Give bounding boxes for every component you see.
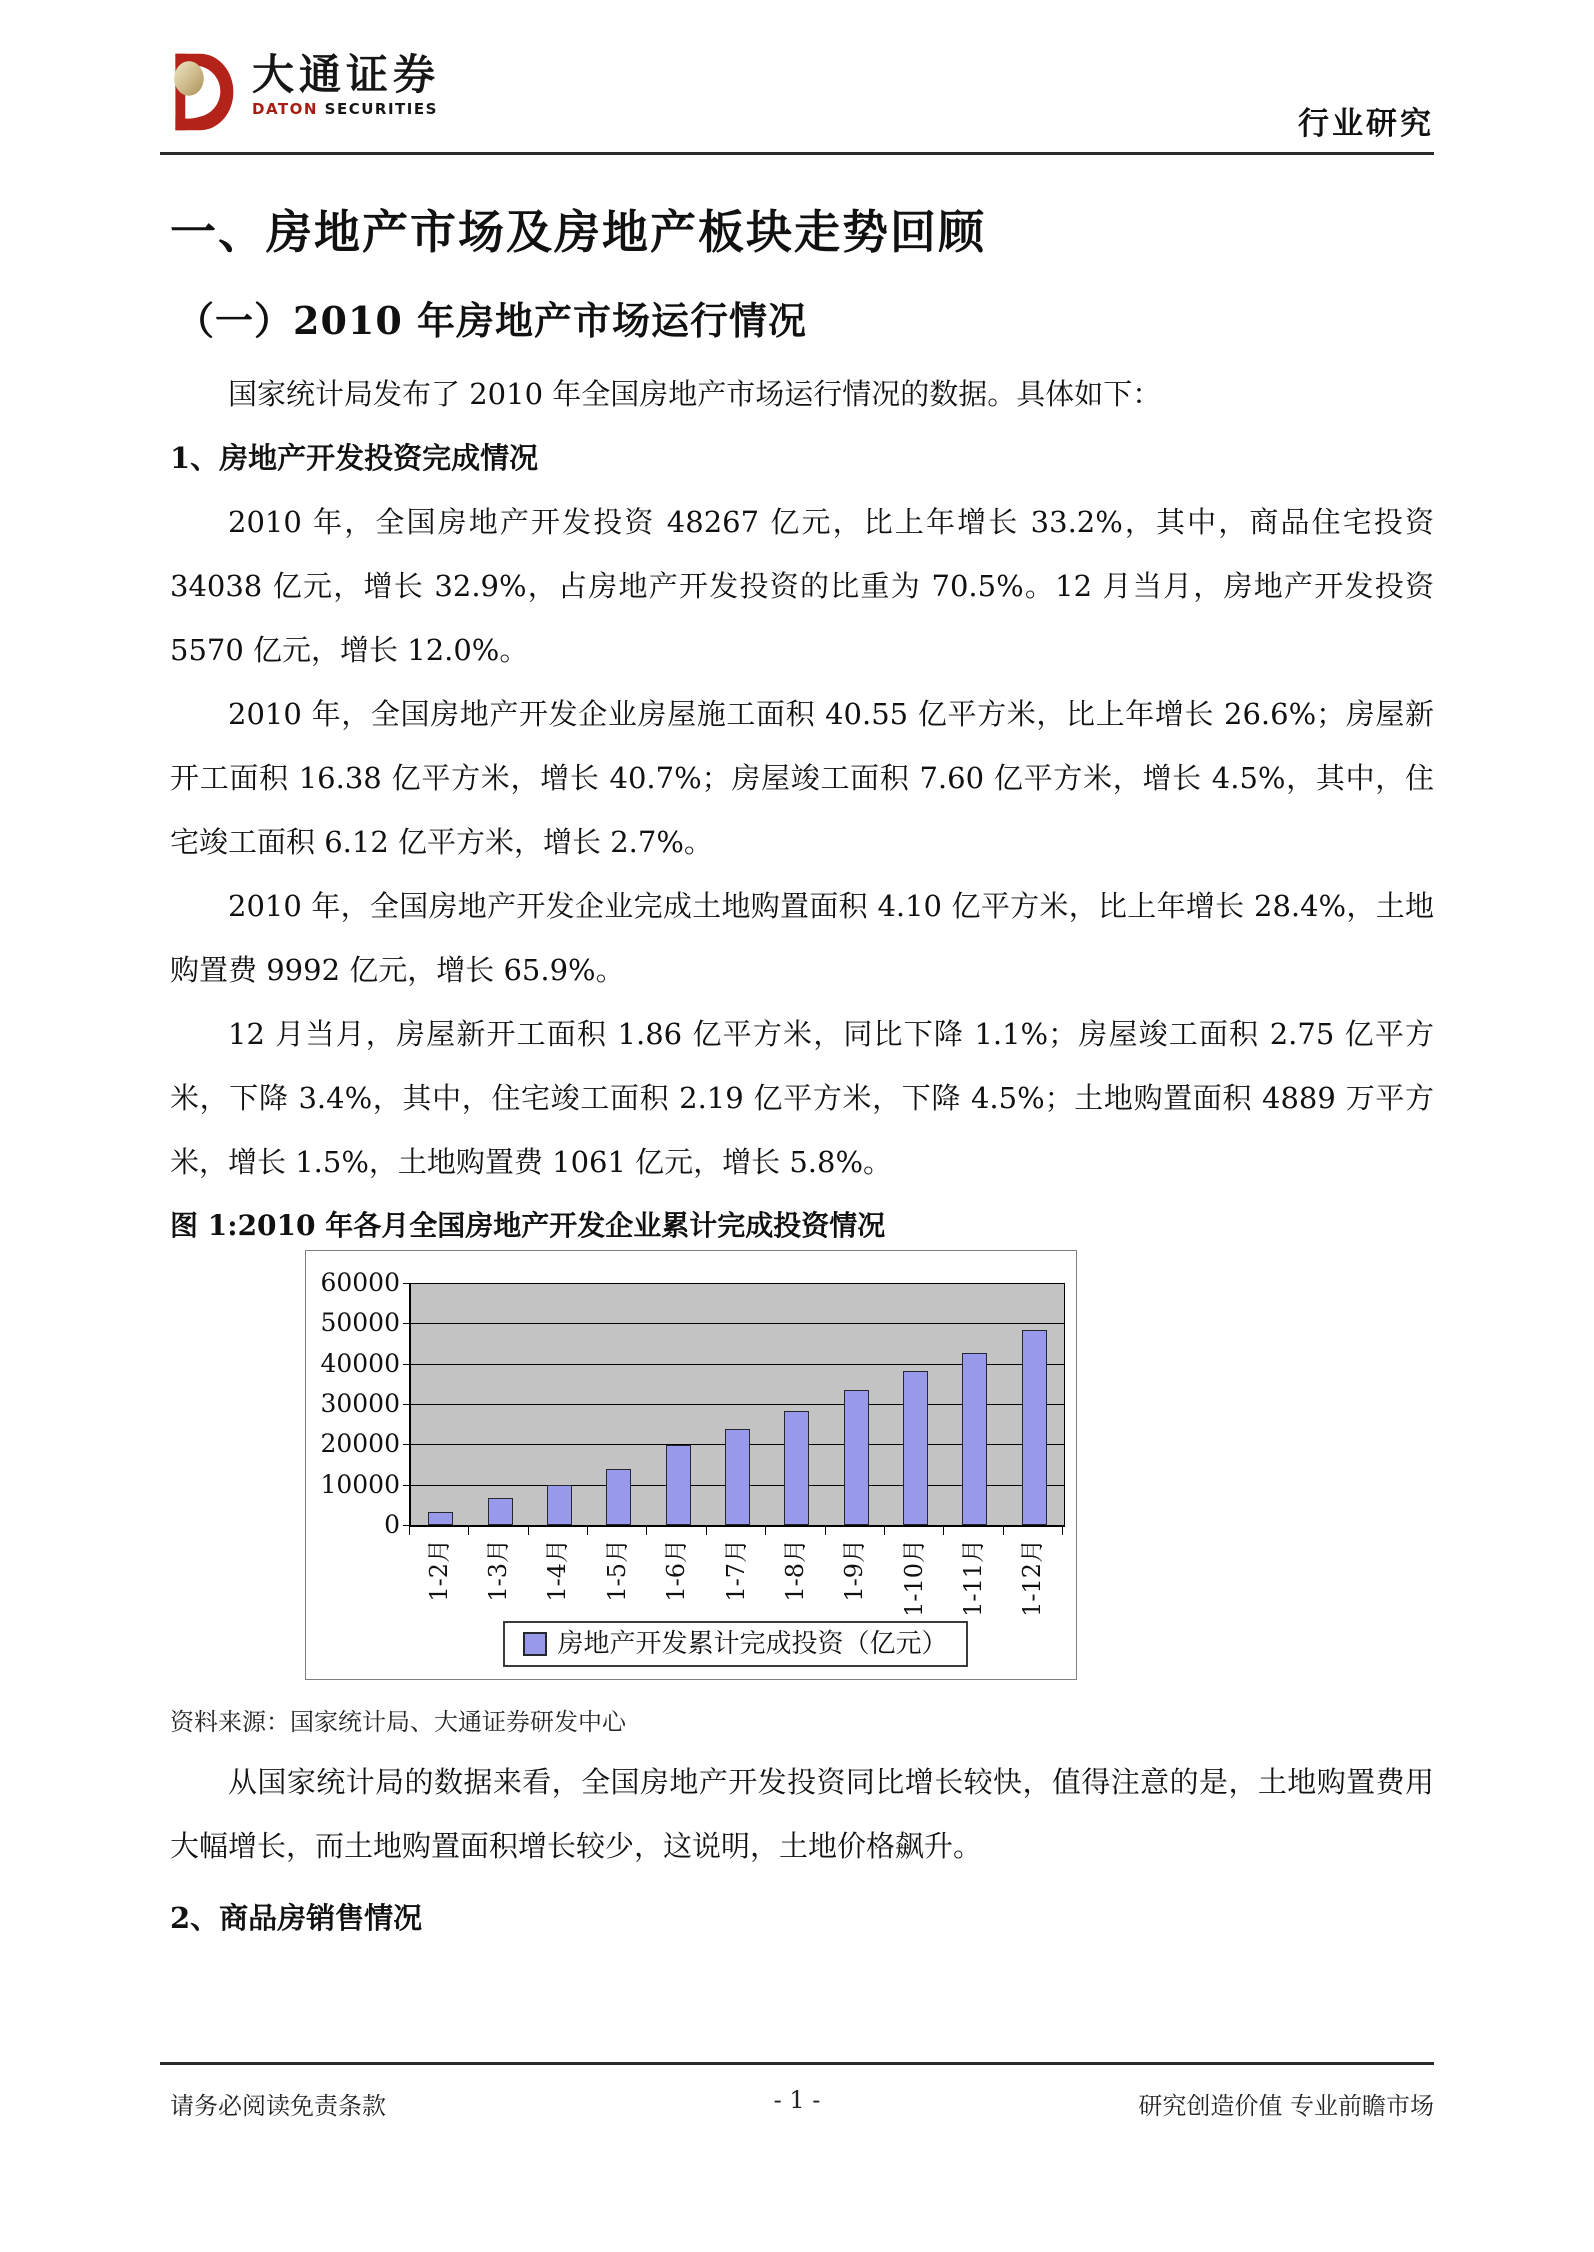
bar-1-4月 (547, 1485, 572, 1525)
y-tick-label: 0 (384, 1510, 400, 1539)
y-tick-label: 40000 (320, 1348, 400, 1378)
y-tick (403, 1283, 409, 1284)
y-tick-label: 30000 (320, 1389, 400, 1418)
intro-paragraph: 国家统计局发布了 2010 年全国房地产市场运行情况的数据。具体如下： (228, 377, 1162, 411)
gridline (411, 1283, 1064, 1284)
page-title: 一、房地产市场及房地产板块走势回顾 (170, 205, 986, 259)
legend-box (503, 1621, 967, 1667)
section-heading: （一）2010 年房地产市场运行情况 (176, 298, 807, 343)
chart-legend (409, 1621, 1062, 1667)
figure-chart (305, 1250, 1077, 1680)
footer-disclaimer: 请务必阅读免责条款 (170, 2092, 386, 2120)
bar-1-11月 (962, 1353, 987, 1525)
logo-en-securities: SECURITIES (324, 100, 438, 118)
x-tick (1062, 1527, 1063, 1535)
gridline (411, 1323, 1064, 1324)
body-text (170, 362, 1434, 1194)
doc-type-label: 行业研究 (1298, 106, 1434, 142)
bar-1-8月 (784, 1411, 809, 1525)
legend-label: 房地产开发累计完成投资（亿元） (557, 1629, 948, 1659)
x-tick (765, 1527, 766, 1535)
y-tick-label: 50000 (320, 1308, 400, 1338)
bar-1-10月 (903, 1371, 928, 1525)
chart-plot (409, 1283, 1065, 1527)
bar-1-7月 (725, 1429, 750, 1525)
bar-1-3月 (488, 1498, 513, 1525)
page-number: - 1 - (773, 2086, 821, 2114)
bar-1-12月 (1022, 1330, 1047, 1525)
y-tick-label: 60000 (320, 1268, 400, 1297)
data-source: 资料来源：国家统计局、大通证券研发中心 (170, 1708, 626, 1736)
paragraph-3: 2010 年，全国房地产开发企业完成土地购置面积 4.10 亿平方米，比上年增长 28.4%，土地购置费 9992 亿元，增长 65.9%。 (170, 889, 1434, 987)
x-tick (825, 1527, 826, 1535)
figure-caption: 图 1:2010 年各月全国房地产开发企业累计完成投资情况 (170, 1209, 886, 1242)
x-tick (884, 1527, 885, 1535)
logo-en-daton: DATON (252, 100, 318, 118)
sub-heading-1: 1、房地产开发投资完成情况 (170, 441, 539, 475)
bar-1-2月 (428, 1512, 453, 1525)
y-tick-label: 10000 (320, 1469, 400, 1499)
x-tick (706, 1527, 707, 1535)
x-tick (943, 1527, 944, 1535)
legend-swatch-icon (523, 1632, 547, 1656)
bar-1-9月 (844, 1390, 869, 1525)
sub-heading-2: 2、商品房销售情况 (170, 1901, 423, 1935)
bar-1-6月 (666, 1445, 691, 1525)
paragraph-2: 2010 年，全国房地产开发企业房屋施工面积 40.55 亿平方米，比上年增长 26.6%；房屋新开工面积 16.38 亿平方米，增长 40.7%；房屋竣工面积 7.60 亿平方米，增长 4.5%，其中，住宅竣工面积 6.12 亿平方米，增长 2.7%。 (170, 697, 1434, 859)
daton-logo-icon (168, 52, 242, 136)
y-tick (403, 1525, 409, 1526)
x-tick (528, 1527, 529, 1535)
company-logo (168, 52, 440, 136)
bar-1-5月 (606, 1469, 631, 1525)
x-tick (409, 1527, 410, 1535)
y-tick (403, 1364, 409, 1365)
paragraph-4: 12 月当月，房屋新开工面积 1.86 亿平方米，同比下降 1.1%；房屋竣工面积 2.75 亿平方米，下降 3.4%，其中，住宅竣工面积 2.19 亿平方米，下降 4.5%；土地购置面积 4889 万平方米，增长 1.5%，土地购置费 1061 亿元，增长 5.8%。 (170, 1017, 1434, 1179)
y-tick (403, 1404, 409, 1405)
logo-en-text (252, 100, 440, 118)
y-tick-label: 20000 (320, 1429, 400, 1459)
y-tick (403, 1323, 409, 1324)
x-tick (468, 1527, 469, 1535)
y-tick (403, 1485, 409, 1486)
y-tick (403, 1444, 409, 1445)
analysis-text (170, 1750, 1434, 1878)
x-tick (1003, 1527, 1004, 1535)
footer-rule (160, 2062, 1434, 2065)
logo-cn-text: 大通证券 (252, 50, 441, 99)
x-tick (587, 1527, 588, 1535)
x-tick (646, 1527, 647, 1535)
header-rule (160, 152, 1434, 155)
paragraph-1: 2010 年，全国房地产开发投资 48267 亿元，比上年增长 33.2%，其中，商品住宅投资 34038 亿元，增长 32.9%，占房地产开发投资的比重为 70.5%。12 月当月，房地产开发投资 5570 亿元，增长 12.0%。 (170, 505, 1434, 667)
x-axis-labels: 1-2月 1-3月 1-4月 1-5月 1-6月 1-7月 1-8月 1-9月 1-10月 1-11月 1-12月 (409, 1527, 1062, 1627)
footer-slogan: 研究创造价值 专业前瞻市场 (1138, 2092, 1434, 2120)
analysis-paragraph: 从国家统计局的数据来看，全国房地产开发投资同比增长较快，值得注意的是，土地购置费用大幅增长，而土地购置面积增长较少，这说明，土地价格飙升。 (170, 1765, 1434, 1863)
